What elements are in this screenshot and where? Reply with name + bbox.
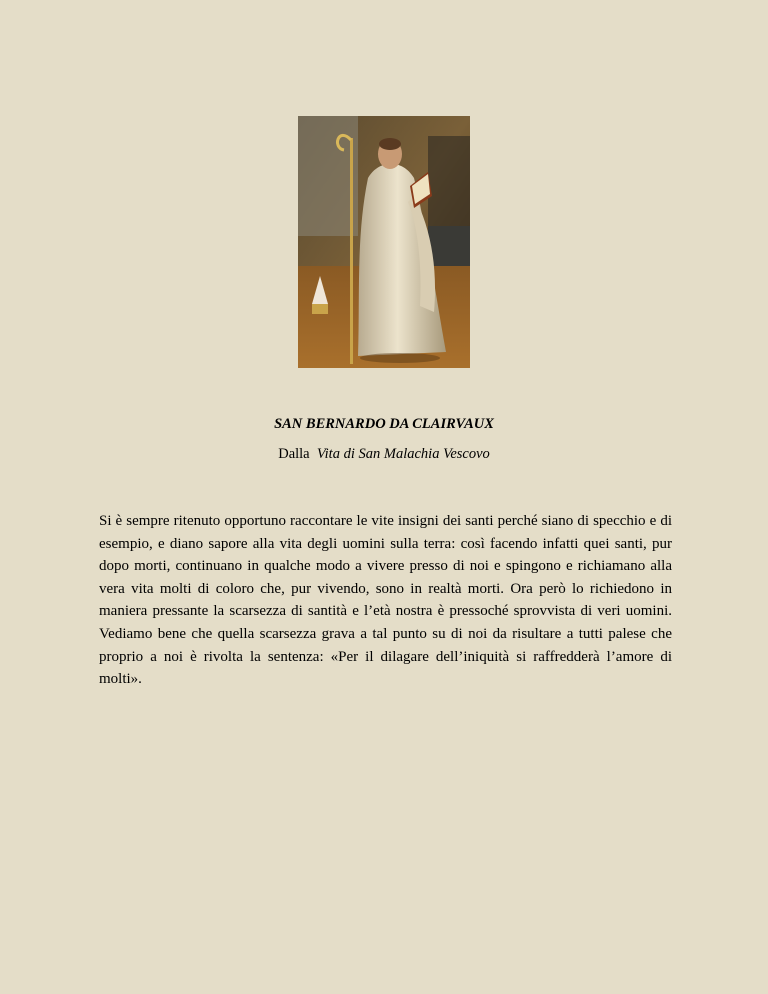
saint-bernard-painting xyxy=(298,116,470,368)
document-subtitle xyxy=(0,446,768,463)
document-title: SAN BERNARDO DA CLAIRVAUX xyxy=(274,416,494,432)
subtitle-prefix: Dalla xyxy=(278,446,310,462)
painting-image xyxy=(298,116,470,368)
body-paragraph: Si è sempre ritenuto opportuno raccontare le vite insigni dei santi perché siano di specchio e di esempio, e diano sapore alla vita degli uomini sulla terra: così facendo infatti quei santi, pur dopo morti, continuano in qualche modo a vivere presso di noi e spingono e richiamano alla vera vita molti di coloro che, pur vivendo, sono in realtà morti. Ora però lo richiedono in maniera pressante la scarsezza di santità e l’età nostra è pressoché sprovvista di veri uomini. Vediamo bene che quella scarsezza grava a tal punto su di noi da risultare a tutti palese che proprio a noi è rivolta la sentenza: «Per il dilagare dell’iniquità si raffredderà l’amore di molti». xyxy=(99,513,672,688)
subtitle-work-title: Vita di San Malachia Vescovo xyxy=(316,446,490,462)
